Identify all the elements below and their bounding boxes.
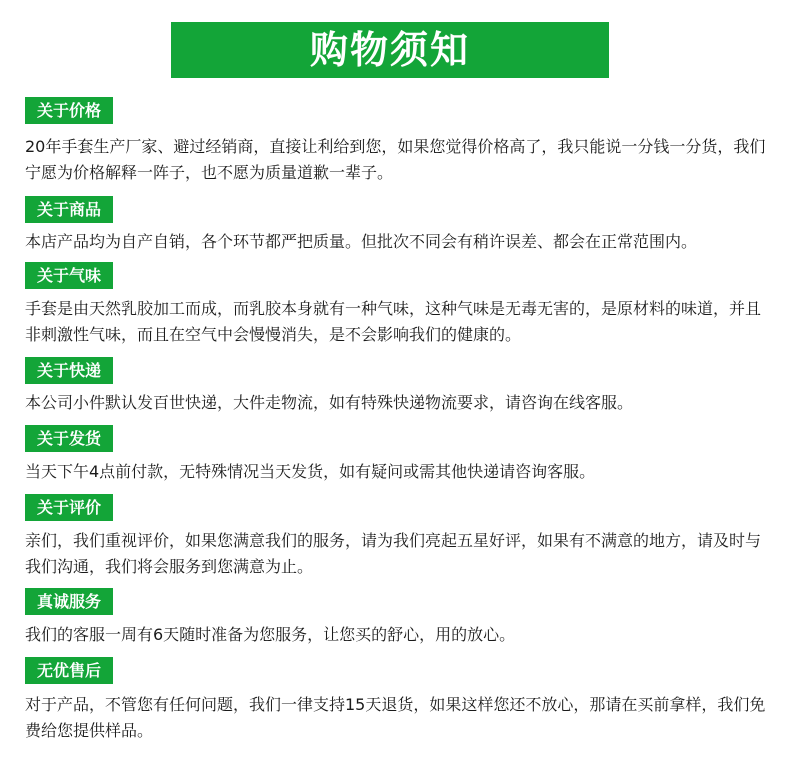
section-label-service: 真诚服务 [25,588,113,615]
section-text-delivery: 当天下午4点前付款，无特殊情况当天发货，如有疑问或需其他快递请咨询客服。 [25,462,596,481]
section-label-aftersales: 无优售后 [25,657,113,684]
section-label-price: 关于价格 [25,97,113,124]
section-text-service: 我们的客服一周有6天随时准备为您服务，让您买的舒心，用的放心。 [25,625,516,644]
section-text-shipping: 本公司小件默认发百世快递，大件走物流，如有特殊快递物流要求，请咨询在线客服。 [25,393,634,412]
section-label-review: 关于评价 [25,494,113,521]
section-text-product: 本店产品均为自产自销，各个环节都严把质量。但批次不同会有稍许误差、都会在正常范围内。 [25,232,698,251]
page-title: 购物须知 [171,22,609,78]
section-text-smell: 手套是由天然乳胶加工而成，而乳胶本身就有一种气味，这种气味是无毒无害的，是原材料的味道，并且非刺激性气味，而且在空气中会慢慢消失，是不会影响我们的健康的。 [25,299,762,344]
section-label-smell: 关于气味 [25,262,113,289]
section-label-shipping: 关于快递 [25,357,113,384]
section-text-price: 20年手套生产厂家、避过经销商，直接让利给到您，如果您觉得价格高了，我只能说一分钱一分货，我们宁愿为价格解释一阵子，也不愿为质量道歉一辈子。 [25,137,766,182]
section-label-delivery: 关于发货 [25,425,113,452]
section-text-aftersales: 对于产品，不管您有任何问题，我们一律支持15天退货，如果这样您还不放心，那请在买前拿样，我们免费给您提供样品。 [25,695,766,740]
section-text-review: 亲们，我们重视评价，如果您满意我们的服务，请为我们亮起五星好评，如果有不满意的地方，请及时与我们沟通，我们将会服务到您满意为止。 [25,531,762,576]
section-label-product: 关于商品 [25,196,113,223]
